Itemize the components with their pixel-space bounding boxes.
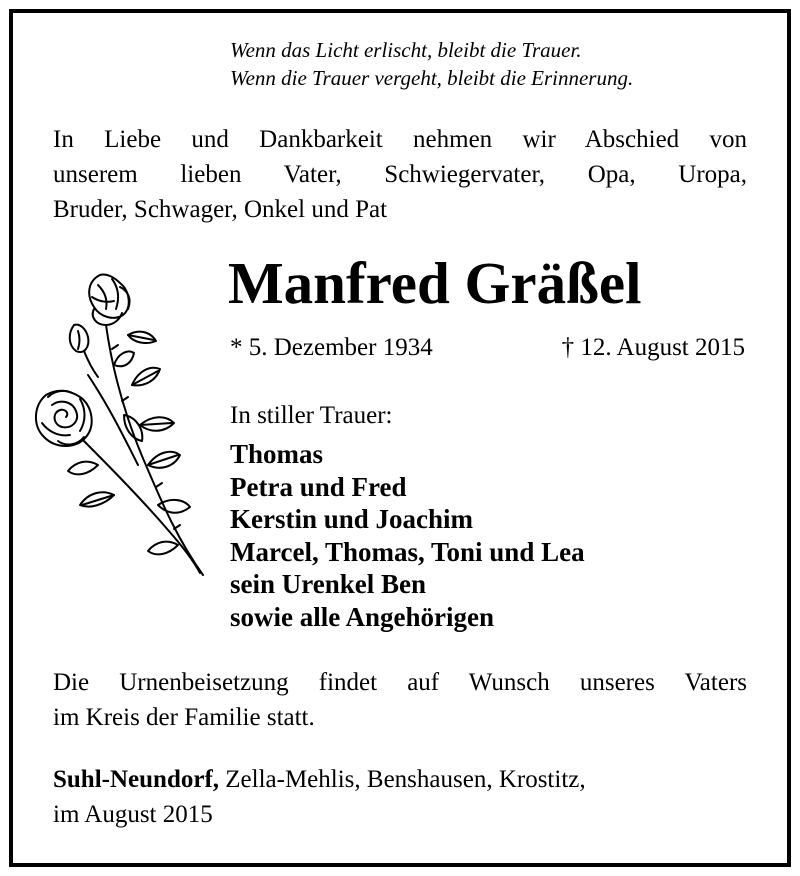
motto-line-1: Wenn das Licht erlischt, bleibt die Trauer. (230, 38, 582, 62)
burial-line-1: Die Urnenbeisetzung findet auf Wunsch unseres Vaters (53, 669, 747, 696)
intro-line-1: In Liebe und Dankbarkeit nehmen wir Abschied von (53, 126, 747, 153)
rose-illustration-icon (28, 265, 218, 585)
place-and-date (53, 762, 747, 832)
mourner-name: sowie alle Angehörigen (230, 601, 494, 632)
death-date: † 12. August 2015 (561, 334, 745, 361)
mourner-name: Marcel, Thomas, Toni und Lea (230, 536, 585, 567)
deceased-name: Manfred Gräßel (228, 250, 642, 316)
birth-date: * 5. Dezember 1934 (230, 334, 433, 361)
mourner-name: Petra und Fred (230, 471, 407, 502)
mourner-name: Kerstin und Joachim (230, 504, 474, 534)
place-line-2: im August 2015 (53, 801, 213, 828)
place-main-town: Suhl-Neundorf, (53, 766, 220, 793)
place-other-towns: Zella-Mehlis, Benshausen, Krostitz, (219, 766, 586, 793)
intro-text (53, 122, 747, 227)
motto-verse (230, 36, 750, 92)
mourner-name: sein Urenkel Ben (230, 569, 427, 599)
mourner-name: Thomas (230, 439, 324, 469)
burial-line-2: im Kreis der Familie statt. (53, 704, 315, 731)
burial-notice (53, 665, 747, 735)
place-line-1 (53, 762, 747, 797)
mourners-list (230, 438, 585, 633)
intro-line-2: unserem lieben Vater, Schwiegervater, Opa, Uropa, (53, 161, 747, 188)
motto-line-2: Wenn die Trauer vergeht, bleibt die Erinnerung. (230, 66, 634, 90)
intro-line-3: Bruder, Schwager, Onkel und Pat (53, 196, 388, 223)
mourning-label: In stiller Trauer: (230, 402, 393, 429)
